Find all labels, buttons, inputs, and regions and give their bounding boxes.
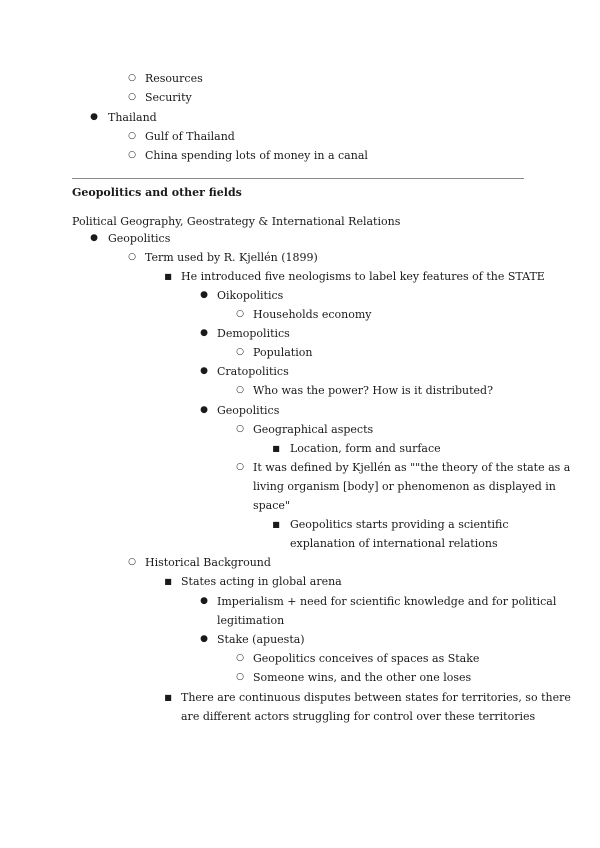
horizontal-divider bbox=[72, 178, 524, 179]
list-item-termed: Term used by R. Kjellén (1899) bbox=[145, 251, 318, 264]
list-item-location: Location, form and surface bbox=[290, 442, 441, 455]
circle-bullet-icon: ○ bbox=[236, 385, 244, 395]
list-item-power-question: Who was the power? How is it distributed? bbox=[253, 384, 493, 397]
list-item-scientific-line1: Geopolitics starts providing a scientific bbox=[290, 518, 509, 531]
section-subtitle: Political Geography, Geostrategy & International Relations bbox=[72, 215, 401, 228]
list-item-china: China spending lots of money in a canal bbox=[145, 149, 368, 162]
list-item-defined-line2: living organism [body] or phenomenon as displayed in bbox=[253, 480, 556, 493]
square-bullet-icon: ■ bbox=[164, 577, 172, 586]
circle-bullet-icon: ○ bbox=[128, 150, 136, 160]
list-item-imperialism-line2: legitimation bbox=[217, 614, 285, 627]
disc-bullet-icon: ● bbox=[200, 634, 208, 644]
disc-bullet-icon: ● bbox=[200, 405, 208, 415]
list-item-security: Security bbox=[145, 91, 192, 104]
circle-bullet-icon: ○ bbox=[128, 73, 136, 83]
list-item-thailand: Thailand bbox=[108, 111, 157, 124]
list-item-imperialism-line1: Imperialism + need for scientific knowledge and for political bbox=[217, 595, 557, 608]
list-item-neologisms: He introduced five neologisms to label key features of the STATE bbox=[181, 270, 545, 283]
circle-bullet-icon: ○ bbox=[128, 131, 136, 141]
disc-bullet-icon: ● bbox=[200, 366, 208, 376]
list-item-historical: Historical Background bbox=[145, 556, 271, 569]
square-bullet-icon: ■ bbox=[164, 693, 172, 702]
disc-bullet-icon: ● bbox=[200, 290, 208, 300]
list-item-cratopolitics: Cratopolitics bbox=[217, 365, 289, 378]
list-item-defined-line1: It was defined by Kjellén as ""the theory of the state as a bbox=[253, 461, 571, 474]
list-item-disputes-line1: There are continuous disputes between states for territories, so there bbox=[181, 691, 571, 704]
circle-bullet-icon: ○ bbox=[236, 672, 244, 682]
section-heading: Geopolitics and other fields bbox=[72, 186, 242, 199]
list-item-gulf: Gulf of Thailand bbox=[145, 130, 235, 143]
square-bullet-icon: ■ bbox=[164, 272, 172, 281]
disc-bullet-icon: ● bbox=[90, 112, 98, 122]
list-item-someone-wins: Someone wins, and the other one loses bbox=[253, 671, 472, 684]
list-item-disputes-line2: are different actors struggling for control over these territories bbox=[181, 710, 536, 723]
disc-bullet-icon: ● bbox=[200, 328, 208, 338]
circle-bullet-icon: ○ bbox=[236, 309, 244, 319]
list-item-scientific-line2: explanation of international relations bbox=[290, 537, 498, 550]
circle-bullet-icon: ○ bbox=[128, 252, 136, 262]
list-item-geopolitics: Geopolitics bbox=[108, 232, 171, 245]
circle-bullet-icon: ○ bbox=[236, 347, 244, 357]
disc-bullet-icon: ● bbox=[200, 596, 208, 606]
square-bullet-icon: ■ bbox=[272, 520, 280, 529]
disc-bullet-icon: ● bbox=[90, 233, 98, 243]
list-item-stake: Stake (apuesta) bbox=[217, 633, 305, 646]
circle-bullet-icon: ○ bbox=[128, 92, 136, 102]
list-item-population: Population bbox=[253, 346, 313, 359]
list-item-oikopolitics: Oikopolitics bbox=[217, 289, 284, 302]
circle-bullet-icon: ○ bbox=[128, 557, 136, 567]
circle-bullet-icon: ○ bbox=[236, 424, 244, 434]
square-bullet-icon: ■ bbox=[272, 444, 280, 453]
circle-bullet-icon: ○ bbox=[236, 462, 244, 472]
circle-bullet-icon: ○ bbox=[236, 653, 244, 663]
list-item-geopolitics-sub: Geopolitics bbox=[217, 404, 280, 417]
list-item-conceives: Geopolitics conceives of spaces as Stake bbox=[253, 652, 480, 665]
list-item-resources: Resources bbox=[145, 72, 203, 85]
list-item-states-acting: States acting in global arena bbox=[181, 575, 342, 588]
list-item-geo-aspects: Geographical aspects bbox=[253, 423, 374, 436]
list-item-demopolitics: Demopolitics bbox=[217, 327, 290, 340]
list-item-households: Households economy bbox=[253, 308, 372, 321]
list-item-defined-line3: space" bbox=[253, 499, 290, 512]
